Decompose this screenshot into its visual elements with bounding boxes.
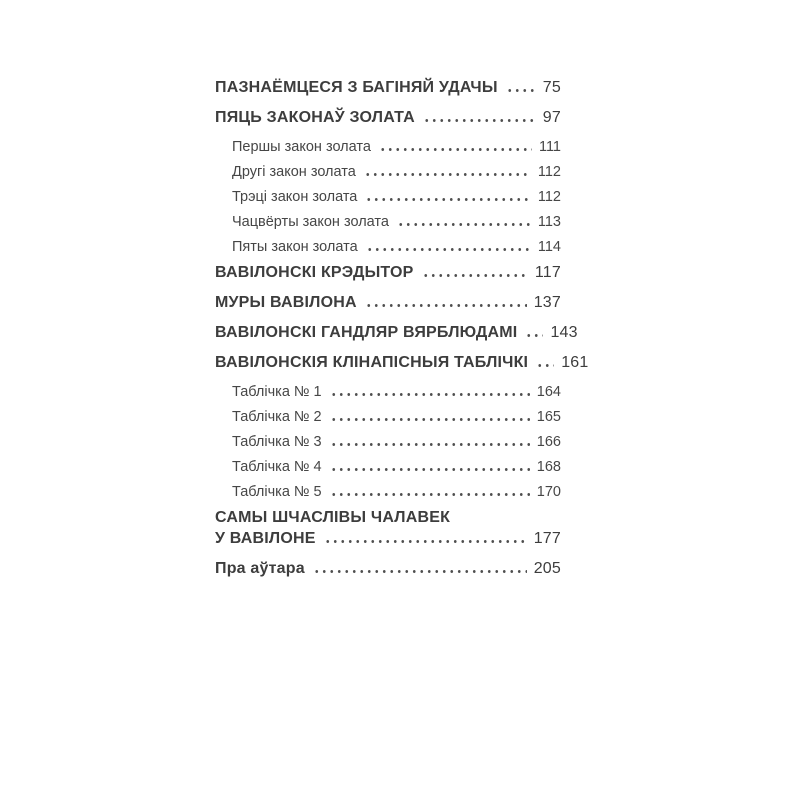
toc-entry: [215, 107, 561, 128]
toc-entry-page: 117: [534, 264, 561, 281]
toc-entry: [215, 507, 561, 528]
toc-entry-title: Трэці закон золата: [232, 189, 358, 205]
toc-entry: [232, 187, 561, 207]
toc-entry-title: У ВАВІЛОНЕ: [215, 530, 316, 547]
dot-leader: [506, 89, 536, 92]
toc-entry: [215, 322, 578, 343]
toc-entry: [232, 212, 561, 232]
dot-leader: [397, 223, 531, 226]
toc-entry-page: 177: [533, 530, 561, 547]
dot-leader: [366, 248, 531, 251]
dot-leader: [330, 443, 530, 446]
dot-leader: [423, 119, 536, 122]
dot-leader: [364, 173, 531, 176]
toc-entry-title: ПАЗНАЁМЦЕСЯ З БАГІНЯЙ УДАЧЫ: [215, 79, 498, 96]
toc-entry-page: 75: [542, 79, 561, 96]
toc-entry: [215, 528, 561, 549]
toc-entry-page: 166: [536, 434, 561, 450]
toc-entry: [232, 457, 561, 477]
toc-entry: [232, 137, 561, 157]
dot-leader: [525, 334, 543, 337]
toc-entry-title: ВАВІЛОНСКІ КРЭДЫТОР: [215, 264, 414, 281]
dot-leader: [330, 418, 530, 421]
toc-entry-page: 168: [536, 459, 561, 475]
toc-entry-page: 170: [536, 484, 561, 500]
dot-leader: [365, 304, 527, 307]
toc-entry-page: 112: [537, 164, 561, 180]
toc-entry-title: САМЫ ШЧАСЛІВЫ ЧАЛАВЕК: [215, 509, 451, 526]
toc-entry-title: Другі закон золата: [232, 164, 356, 180]
toc-entry-title: МУРЫ ВАВІЛОНА: [215, 294, 357, 311]
toc-entry-title: ПЯЦЬ ЗАКОНАЎ ЗОЛАТА: [215, 109, 415, 126]
toc-entry-page: 137: [533, 294, 561, 311]
toc-entry: [215, 77, 561, 98]
toc-entry: [215, 558, 561, 579]
toc-entry-page: 112: [537, 189, 561, 205]
dot-leader: [422, 274, 528, 277]
toc-entry: [215, 292, 561, 313]
toc-entry: [232, 382, 561, 402]
toc-entry-page: 111: [538, 139, 561, 155]
toc-entry-title: Пра аўтара: [215, 560, 305, 577]
toc-entry: [215, 262, 561, 283]
toc-entry: [215, 352, 589, 373]
toc-entry: [232, 432, 561, 452]
toc-entry: [232, 237, 561, 257]
toc-entry-page: 114: [537, 239, 561, 255]
toc-entry-page: 205: [533, 560, 561, 577]
table-of-contents: [215, 77, 589, 588]
toc-entry-page: 97: [542, 109, 561, 126]
toc-entry-title: ВАВІЛОНСКІЯ КЛІНАПІСНЫЯ ТАБЛІЧКІ: [215, 354, 529, 371]
toc-entry: [232, 482, 561, 502]
dot-leader: [379, 148, 532, 151]
toc-entry: [232, 162, 561, 182]
toc-entry-title: Таблічка № 5: [232, 484, 322, 500]
toc-entry-page: 165: [536, 409, 561, 425]
dot-leader: [330, 393, 530, 396]
toc-entry-title: ВАВІЛОНСКІ ГАНДЛЯР ВЯРБЛЮДАМІ: [215, 324, 518, 341]
dot-leader: [536, 364, 554, 367]
toc-entry-title: Пяты закон золата: [232, 239, 358, 255]
toc-entry-page: 113: [537, 214, 561, 230]
toc-entry-page: 161: [561, 354, 589, 371]
dot-leader: [313, 570, 527, 573]
toc-entry-title: Таблічка № 4: [232, 459, 322, 475]
dot-leader: [365, 198, 531, 201]
toc-entry-page: 143: [550, 324, 578, 341]
toc-entry-title: Таблічка № 2: [232, 409, 322, 425]
toc-entry: [232, 407, 561, 427]
toc-entry-title: Таблічка № 3: [232, 434, 322, 450]
toc-entry-title: Першы закон золата: [232, 139, 371, 155]
dot-leader: [330, 493, 530, 496]
toc-entry-page: 164: [536, 384, 561, 400]
toc-entry-title: Чацвёрты закон золата: [232, 214, 389, 230]
toc-entry-title: Таблічка № 1: [232, 384, 322, 400]
dot-leader: [330, 468, 530, 471]
dot-leader: [324, 540, 527, 543]
